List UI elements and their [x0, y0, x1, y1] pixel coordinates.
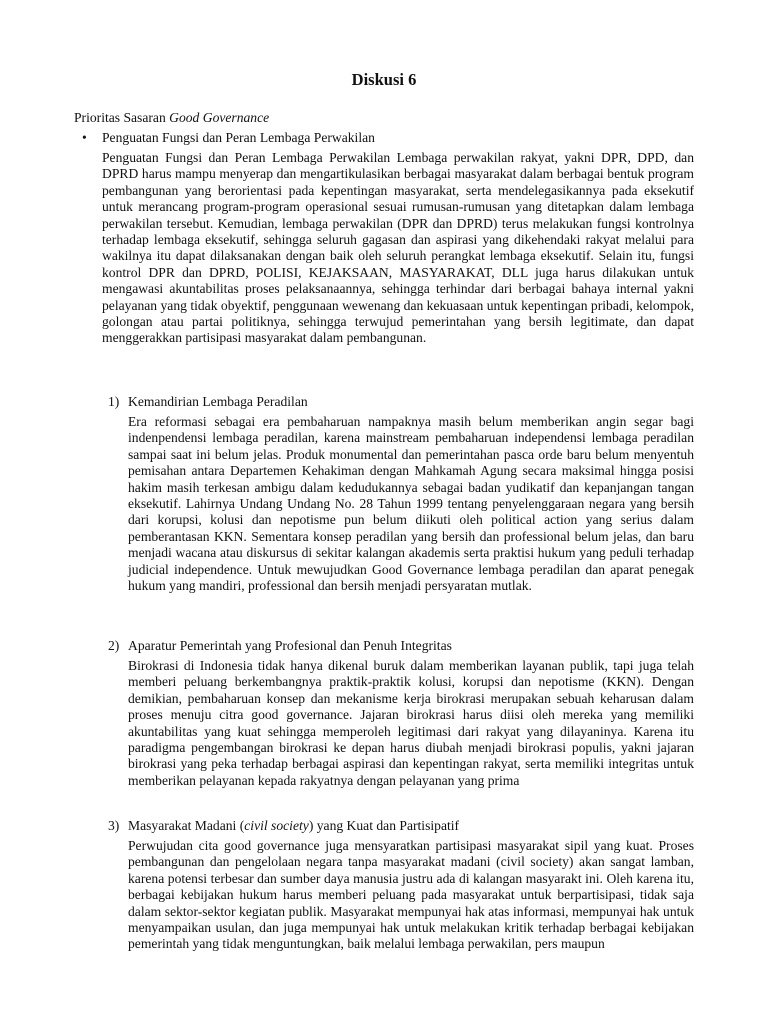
bullet-heading: Penguatan Fungsi dan Peran Lembaga Perwakilan	[102, 130, 375, 145]
section-subtitle	[74, 110, 269, 126]
numbered-heading-1	[108, 394, 308, 410]
item-paragraph-3: Perwujudan cita good governance juga mensyaratkan partisipasi masyarakat sipil yang kuat. Proses pembangunan dan pengelolaan negara tanpa masyarakat madani (civil society) akan sangat lamban, karena potensi terbesar dan sumber daya manusia justru ada di kalangan masyarakt ini. Oleh karena itu, berbagai kebijakan hukum harus memberi peluang pada masyarakat untuk berpartisipasi, tidak saja dalam sektor-sektor kegiatan publik. Masyarakat mempunyai hak atas informasi, mempunyai hak untuk menyampaikan usulan, dan juga mempunyai hak untuk melakukan kritik terhadap berbagai kebijakan pemerintah yang tidak menguntungkan, baik melalui lembaga perwakilan, pers maupun	[128, 838, 694, 952]
numbered-heading-3	[108, 818, 459, 834]
item-heading-pre: Masyarakat Madani (	[128, 818, 245, 833]
bullet-paragraph: Penguatan Fungsi dan Peran Lembaga Perwakilan Lembaga perwakilan rakyat, yakni DPR, DPD, dan DPRD harus mampu menyerap dan mengartikulasikan berbagai masyarakat dalam berbagai bentuk program pembangunan yang berorientasi pada kepentingan masyarakat, serta mendelegasikannya pada eksekutif untuk merancang program-program operasional sesuai rumusan-rumusan yang ditetapkan dalam lembaga perwakilan tersebut. Kemudian, lembaga perwakilan (DPR dan DPRD) terus melakukan fungsi kontrolnya terhadap lembaga eksekutif, sehingga seluruh gagasan dan aspirasi yang dikehendaki rakyat melalui para wakilnya itu dapat dilaksanakan dengan baik oleh seluruh perangkat lembaga eksekutif. Selain itu, fungsi kontrol DPR dan DPRD, POLISI, KEJAKSAAN, MASYARAKAT, DLL juga harus dilakukan untuk mengawasi akuntabilitas proses pelaksanaannya, sehingga terhindar dari berbagai bahaya internal yakni pelayanan yang tidak obyektif, penggunaan wewenang dan kekuasaan untuk kepentingan pribadi, kelompok, golongan atau partai politiknya, sehingga terwujud pemerintahan yang bersih legitimate, dan dapat menggerakkan partisipasi masyarakat dalam pembangunan.	[102, 150, 694, 346]
item-heading: Kemandirian Lembaga Peradilan	[128, 394, 308, 409]
item-paragraph-1: Era reformasi sebagai era pembaharuan nampaknya masih belum memberikan angin segar bagi indenpendensi lembaga peradilan, karena mainstream pembaharuan independensi lembaga peradilan sampai saat ini belum jelas. Produk monumental dan pemerintahan pasca orde baru belum menyentuh pemisahan antara Departemen Kehakiman dengan Mahkamah Agung secara maksimal hingga posisi hakim masih terkesan ambigu dalam kedudukannya sebagai badan yudikatif dan kepanjangan tangan eksekutif. Lahirnya Undang Undang No. 28 Tahun 1999 tentang penyelenggaraan negara yang bersih dari korupsi, kolusi dan nepotisme pun belum diikuti oleh political action yang serius dalam pemberantasan KKN. Sementara konsep peradilan yang bersih dan professional belum jelas, dan baru menjadi wacana atau diskursus di sekitar kalangan akademis serta praktisi hukum yang peduli terhadap judicial independence. Untuk mewujudkan Good Governance lembaga peradilan dan aparat penegak hukum yang mandiri, professional dan bersih menjadi persyaratan mutlak.	[128, 414, 694, 594]
bullet-icon: •	[82, 130, 87, 145]
item-number: 1)	[108, 394, 120, 409]
item-heading: Aparatur Pemerintah yang Profesional dan Penuh Integritas	[128, 638, 452, 653]
item-heading-italic: civil society	[244, 818, 309, 833]
item-heading-post: ) yang Kuat dan Partisipatif	[308, 818, 460, 833]
item-number: 2)	[108, 638, 120, 653]
subtitle-italic: Good Governance	[169, 110, 270, 125]
item-number: 3)	[108, 818, 120, 833]
page-title: Diskusi 6	[351, 70, 417, 89]
subtitle-prefix: Prioritas Sasaran	[74, 110, 170, 125]
item-paragraph-2: Birokrasi di Indonesia tidak hanya dikenal buruk dalam memberikan layanan publik, tapi juga telah memberi peluang berkembangnya praktik-praktik kolusi, korupsi dan nepotisme (KKN). Dengan demikian, pembaharuan konsep dan mekanisme kerja birokrasi merupakan sebuah keharusan dalam proses menuju citra good governance. Jajaran birokrasi harus diisi oleh mereka yang memiliki akuntabilitas yang kuat sehingga memperoleh legitimasi dari rakyat yang dilayaninya. Karena itu paradigma pengembangan birokrasi ke depan harus diubah menjadi birokrasi populis, yakni jajaran birokrasi yang peka terhadap berbagai aspirasi dan kepentingan rakyat, serta memiliki integritas untuk memberikan pelayanan kepada rakyatnya dengan pelayanan yang prima	[128, 658, 694, 788]
numbered-heading-2	[108, 638, 452, 654]
